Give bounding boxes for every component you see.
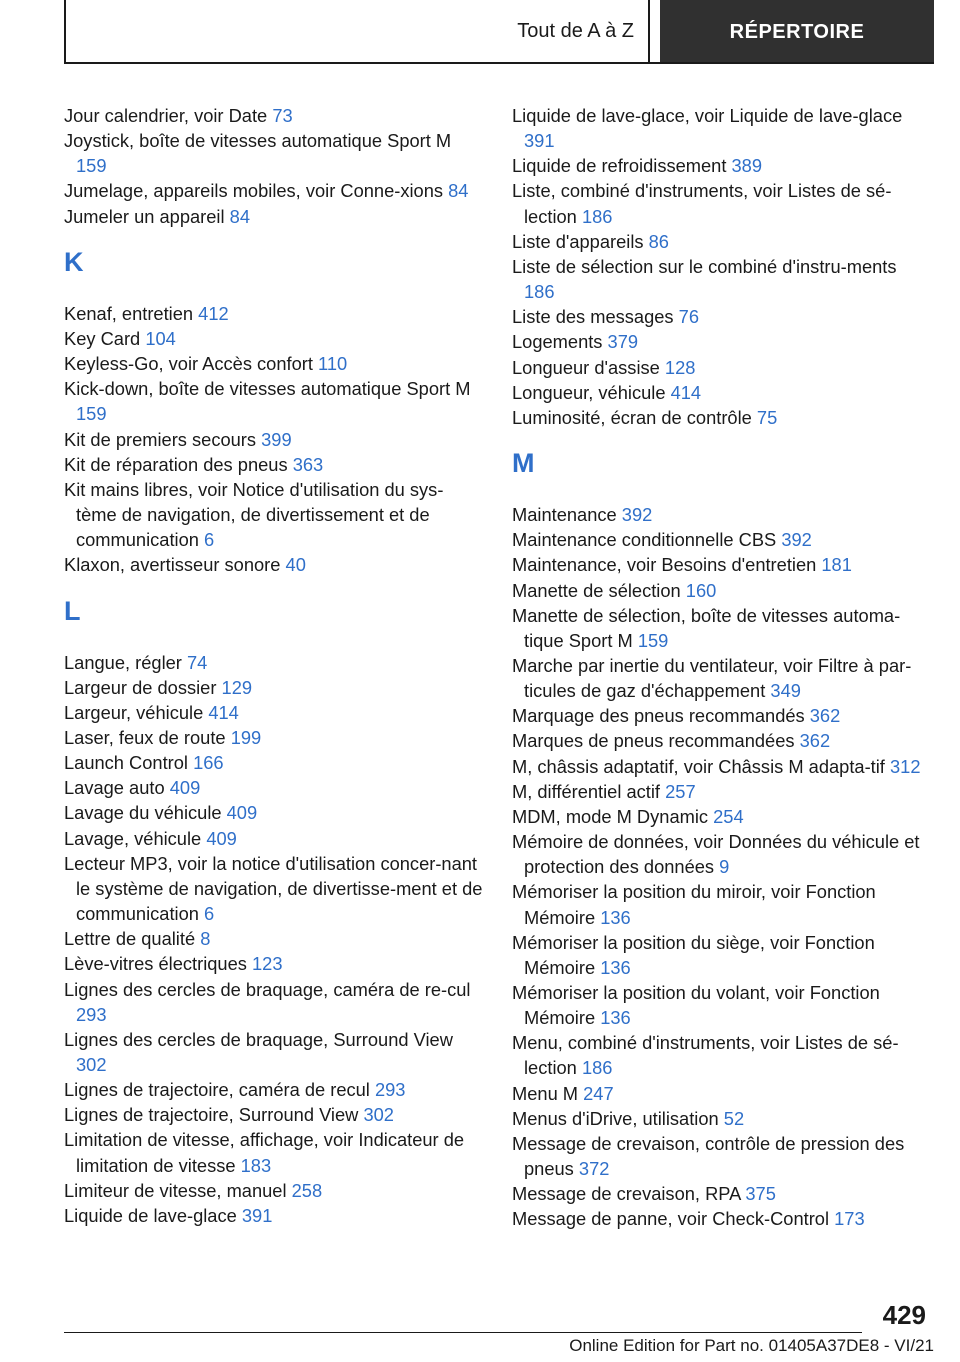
index-entry-term: Jumeler un appareil: [64, 205, 225, 227]
page-link[interactable]: 389: [731, 155, 763, 177]
index-entry-term: Lignes de trajectoire, Surround View: [64, 1104, 359, 1126]
page-link[interactable]: 173: [834, 1208, 865, 1230]
index-entry-term: Lignes de trajectoire, caméra de recul: [64, 1079, 370, 1101]
index-entry-term: Lignes des cercles de braquage, caméra de re‐cul: [64, 978, 471, 1000]
page-link[interactable]: 186: [581, 1057, 613, 1079]
index-entry: [512, 578, 932, 603]
index-entry: [512, 527, 932, 552]
index-entry-term: Liquide de lave-glace: [64, 1204, 237, 1226]
index-entry: [512, 653, 932, 703]
page-link[interactable]: 349: [770, 680, 801, 702]
index-entry: [64, 800, 484, 825]
page-link[interactable]: 409: [226, 802, 258, 824]
page-link[interactable]: 186: [581, 205, 613, 227]
index-entry-term: Kit mains libres, voir Notice d'utilisation du sys‐tème de navigation, de divertissement et de communication: [64, 478, 444, 551]
index-entry-term: Menus d'iDrive, utilisation: [512, 1107, 719, 1129]
chapter-tab[interactable]: RÉPERTOIRE: [660, 0, 934, 64]
index-entry-term: Laser, feux de route: [64, 726, 226, 748]
index-entry-term: Mémoriser la position du volant, voir Fonction Mémoire: [512, 982, 880, 1029]
page-link[interactable]: 86: [648, 230, 669, 252]
page-link[interactable]: 136: [600, 1007, 631, 1029]
index-entry-term: Mémoriser la position du miroir, voir Fonction Mémoire: [512, 881, 876, 928]
index-entry-term: Lavage du véhicule: [64, 802, 222, 824]
index-entry-term: Maintenance: [512, 504, 617, 526]
index-entry-term: Message de crevaison, RPA: [512, 1183, 741, 1205]
index-entry: [64, 851, 484, 926]
index-entry: [512, 103, 932, 153]
index-entry-term: Longueur, véhicule: [512, 381, 666, 403]
index-entry: [512, 603, 932, 653]
index-entry-term: Maintenance conditionnelle CBS: [512, 529, 777, 551]
index-entry: [512, 229, 932, 254]
index-entry: [64, 477, 484, 552]
page-link[interactable]: 312: [889, 755, 921, 777]
index-entry-term: Mémoire de données, voir Données du véhicule et protection des données: [512, 831, 920, 878]
page-link[interactable]: 257: [665, 780, 696, 802]
index-entry-term: Limiteur de vitesse, manuel: [64, 1179, 287, 1201]
index-entry-term: Luminosité, écran de contrôle: [512, 406, 752, 428]
index-entry-term: Manette de sélection, boîte de vitesses automa‐tique Sport M: [512, 604, 901, 651]
index-entry: [64, 775, 484, 800]
page-link[interactable]: 362: [809, 705, 841, 727]
index-entry-term: Joystick, boîte de vitesses automatique Sport M: [64, 130, 452, 152]
page-link[interactable]: 123: [252, 953, 283, 975]
page-link[interactable]: 199: [230, 726, 262, 748]
page-link[interactable]: 183: [240, 1154, 272, 1176]
index-entry: [64, 675, 484, 700]
page-link[interactable]: 159: [76, 155, 107, 177]
page-link[interactable]: 136: [600, 906, 631, 928]
index-entry-term: Kit de premiers secours: [64, 428, 257, 450]
index-entry: [512, 329, 932, 354]
index-entry: [64, 1127, 484, 1177]
page-link[interactable]: 52: [723, 1107, 745, 1129]
index-entry: [512, 304, 932, 329]
index-entry-term: Liste d'appareils: [512, 230, 644, 252]
page-link[interactable]: 74: [187, 651, 208, 673]
page-link[interactable]: 363: [292, 453, 324, 475]
index-entry-term: Menu, combiné d'instruments, voir Listes de sé‐lection: [512, 1032, 899, 1079]
index-entry: [512, 829, 932, 879]
page-link[interactable]: 75: [756, 406, 778, 428]
index-entry: [64, 951, 484, 976]
page-link[interactable]: 391: [524, 130, 555, 152]
index-entry: [64, 1027, 484, 1077]
index-entry-term: Key Card: [64, 327, 141, 349]
page-link[interactable]: 181: [821, 554, 852, 576]
index-column-right: [512, 103, 932, 1232]
page-link[interactable]: 8: [200, 928, 211, 950]
index-entry: [64, 103, 484, 128]
index-entry-term: Lève-vitres électriques: [64, 953, 247, 975]
index-entry: [64, 1077, 484, 1102]
index-entry-term: Klaxon, avertisseur sonore: [64, 554, 281, 576]
page-link[interactable]: 6: [204, 529, 215, 551]
index-entry: [64, 1102, 484, 1127]
page-link[interactable]: 372: [578, 1158, 610, 1180]
index-entry-term: Message de crevaison, contrôle de pression des pneus: [512, 1132, 905, 1180]
index-entry-term: Mémoriser la position du siège, voir Fonction Mémoire: [512, 931, 875, 978]
index-entry: [512, 754, 932, 779]
footer-edition: Online Edition for Part no. 01405A37DE8 - VI/21: [569, 1336, 934, 1355]
index-entry: [64, 650, 484, 675]
page-link[interactable]: 166: [193, 752, 224, 774]
index-entry: [512, 254, 932, 304]
index-entry-term: Limitation de vitesse, affichage, voir Indicateur de limitation de vitesse: [64, 1129, 465, 1176]
page-link[interactable]: 362: [799, 730, 831, 752]
index-entry-term: Liquide de lave-glace, voir Liquide de lave-glace: [512, 105, 903, 126]
page-link[interactable]: 160: [685, 579, 717, 601]
index-entry-term: Largeur, véhicule: [64, 701, 204, 723]
index-entry-term: Manette de sélection: [512, 579, 681, 601]
index-entry: [64, 552, 484, 577]
index-entry-term: Keyless-Go, voir Accès confort: [64, 353, 313, 375]
index-entry-term: Marche par inertie du ventilateur, voir Filtre à par‐ticules de gaz d'échappement: [512, 654, 912, 702]
page-link[interactable]: 186: [524, 281, 555, 303]
page-link[interactable]: 129: [221, 676, 253, 698]
section-title: Tout de A à Z: [517, 19, 634, 42]
index-entry: [512, 380, 932, 405]
index-entry: [64, 700, 484, 725]
page-link[interactable]: 136: [600, 956, 631, 978]
index-entry: [512, 930, 932, 980]
page-link[interactable]: 104: [145, 327, 176, 349]
index-entry: [512, 980, 932, 1030]
index-entry-term: Jumelage, appareils mobiles, voir Conne‐xions: [64, 180, 444, 202]
index-letter-heading: L: [64, 595, 81, 626]
index-entry: [64, 326, 484, 351]
page-link[interactable]: 40: [285, 554, 306, 576]
index-entry: [512, 153, 932, 178]
index-entry: [512, 1081, 932, 1106]
page-link[interactable]: 414: [208, 701, 239, 723]
index-entry-term: Marquage des pneus recommandés: [512, 705, 805, 727]
index-entry: [512, 804, 932, 829]
index-entry-term: Lavage auto: [64, 777, 165, 799]
page-link[interactable]: 128: [664, 356, 696, 378]
index-entry: [64, 1203, 484, 1228]
index-entry: [512, 552, 932, 577]
index-entry-term: Lettre de qualité: [64, 928, 196, 950]
index-entry-term: Lavage, véhicule: [64, 827, 202, 849]
index-entry-term: Liste, combiné d'instruments, voir Listes de sé‐lection: [512, 180, 892, 227]
index-entry-term: Liquide de refroidissement: [512, 155, 727, 177]
page-link[interactable]: 76: [678, 306, 700, 328]
index-entry-term: Marques de pneus recommandées: [512, 730, 795, 752]
index-entry: [512, 728, 932, 753]
index-entry: [512, 178, 932, 228]
page-link[interactable]: 379: [607, 331, 639, 353]
index-entry: [512, 879, 932, 929]
index-entry: [64, 128, 484, 178]
page-link[interactable]: 392: [781, 529, 812, 551]
index-entry-term: Jour calendrier, voir Date: [64, 105, 268, 126]
index-entry: [64, 301, 484, 326]
index-entry: [512, 779, 932, 804]
index-entry: [64, 750, 484, 775]
page-link[interactable]: 247: [583, 1082, 614, 1104]
index-column-left: [64, 103, 484, 1228]
page-link[interactable]: 399: [261, 428, 292, 450]
index-entry: [64, 351, 484, 376]
index-entry-term: Launch Control: [64, 752, 188, 774]
index-entry: [64, 725, 484, 750]
index-entry-term: Lignes des cercles de braquage, Surround View: [64, 1028, 453, 1050]
page-link[interactable]: 254: [713, 805, 744, 827]
index-entry: [512, 355, 932, 380]
page-link[interactable]: 409: [206, 827, 237, 849]
index-entry: [512, 405, 932, 430]
header-rule: [64, 62, 934, 64]
page-link[interactable]: 159: [637, 629, 669, 651]
index-entry: [64, 204, 484, 229]
index-entry-term: Largeur de dossier: [64, 676, 217, 698]
page-link[interactable]: 110: [318, 353, 348, 375]
index-entry-term: Liste des messages: [512, 306, 674, 328]
page-link[interactable]: 73: [272, 105, 293, 126]
index-entry: [512, 502, 932, 527]
index-entry: [64, 1178, 484, 1203]
page-link[interactable]: 412: [198, 302, 229, 324]
page-number: 429: [882, 1300, 926, 1330]
page-link[interactable]: 392: [621, 504, 653, 526]
page-link[interactable]: 159: [76, 403, 107, 425]
index-entry-term: Maintenance, voir Besoins d'entretien: [512, 554, 817, 576]
index-entry: [64, 926, 484, 951]
page-link[interactable]: 258: [291, 1179, 323, 1201]
page-link[interactable]: 84: [448, 180, 469, 202]
page-link[interactable]: 293: [76, 1003, 107, 1025]
index-entry-term: Kit de réparation des pneus: [64, 453, 288, 475]
index-entry-term: Langue, régler: [64, 651, 182, 673]
index-entry-term: Kick-down, boîte de vitesses automatique Sport M: [64, 378, 471, 400]
page-link[interactable]: 375: [745, 1183, 776, 1205]
index-entry: [512, 1131, 932, 1181]
index-entry: [64, 452, 484, 477]
index-entry: [64, 376, 484, 426]
index-letter-heading: M: [512, 448, 535, 479]
page-link[interactable]: 6: [204, 903, 215, 925]
index-entry: [512, 1181, 932, 1206]
index-entry: [512, 1206, 932, 1231]
index-entry: [64, 178, 484, 203]
index-entry-term: Menu M: [512, 1082, 579, 1104]
page-link[interactable]: 9: [719, 856, 730, 878]
index-entry: [64, 826, 484, 851]
index-entry-term: Longueur d'assise: [512, 356, 660, 378]
page-link[interactable]: 302: [76, 1054, 107, 1075]
index-letter-heading: K: [64, 246, 84, 277]
index-entry-term: M, différentiel actif: [512, 780, 661, 802]
page-link[interactable]: 391: [241, 1204, 273, 1226]
index-entry-term: Message de panne, voir Check-Control: [512, 1208, 830, 1230]
index-entry-term: Liste de sélection sur le combiné d'instru‐ments: [512, 255, 897, 277]
index-entry-term: MDM, mode M Dynamic: [512, 805, 709, 827]
index-entry-term: Logements: [512, 331, 603, 353]
footer-rule: [64, 1332, 862, 1333]
page-link[interactable]: 293: [374, 1079, 406, 1101]
index-entry-term: Kenaf, entretien: [64, 302, 194, 324]
index-entry-term: M, châssis adaptatif, voir Châssis M adapta‐tif: [512, 755, 885, 777]
index-entry: [512, 703, 932, 728]
index-entry: [64, 977, 484, 1027]
index-entry: [512, 1106, 932, 1131]
page-link[interactable]: 302: [363, 1104, 394, 1126]
header-separator: [648, 0, 650, 64]
index-entry: [64, 427, 484, 452]
index-entry-term: Lecteur MP3, voir la notice d'utilisation concer‐nant le système de navigation, de divertisse‐ment et de communication: [64, 852, 483, 925]
index-entry: [512, 1030, 932, 1080]
page-link[interactable]: 409: [169, 777, 201, 799]
page-link[interactable]: 414: [670, 381, 702, 403]
page-link[interactable]: 84: [229, 205, 250, 227]
